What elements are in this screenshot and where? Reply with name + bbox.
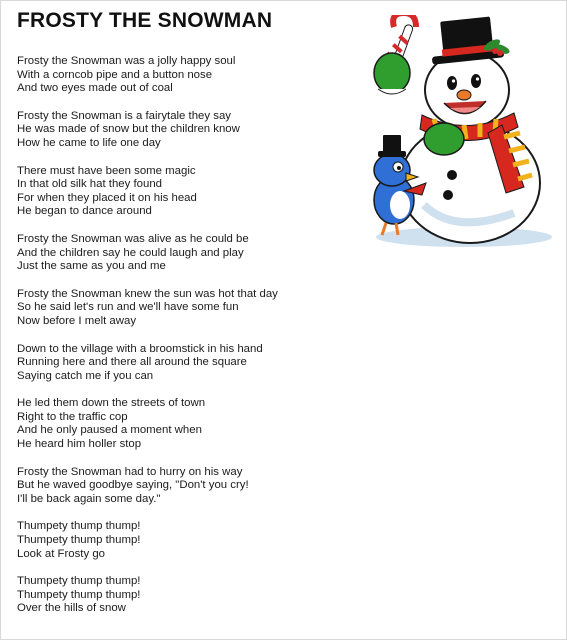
- lyric-line: In that old silk hat they found: [17, 178, 163, 191]
- lyric-line: Thumpety thump thump!: [17, 588, 141, 601]
- page-title: FROSTY THE SNOWMAN: [17, 9, 273, 32]
- lyric-line: And two eyes made out of coal: [17, 82, 173, 95]
- lyric-line: Running here and there all around the square: [17, 356, 247, 369]
- lyric-line: Down to the village with a broomstick in his hand: [17, 342, 263, 355]
- lyric-line: Frosty the Snowman was alive as he could be: [17, 232, 249, 245]
- lyric-line: Frosty the Snowman knew the sun was hot that day: [17, 287, 278, 300]
- lyric-line: Frosty the Snowman is a fairytale they say: [17, 109, 231, 122]
- lyric-line: Over the hills of snow: [17, 602, 126, 615]
- lyric-line: Just the same as you and me: [17, 260, 166, 273]
- lyric-line: Thumpety thump thump!: [17, 575, 141, 588]
- snowman-with-bird-illustration: [352, 15, 557, 250]
- lyric-line: Thumpety thump thump!: [17, 520, 141, 533]
- lyrics-body: [17, 55, 337, 630]
- lyric-line: He began to dance around: [17, 205, 152, 218]
- lyric-line: He was made of snow but the children know: [17, 123, 240, 136]
- stanza: [17, 288, 337, 329]
- lyric-line: Look at Frosty go: [17, 547, 106, 560]
- lyric-line: And he only paused a moment when: [17, 424, 202, 437]
- lyric-line: Frosty the Snowman had to hurry on his way: [17, 465, 243, 478]
- stanza: [17, 165, 337, 219]
- stanza: [17, 233, 337, 274]
- lyric-line: For when they placed it on his head: [17, 191, 197, 204]
- stanza: [17, 343, 337, 384]
- lyric-line: I'll be back again some day.": [17, 492, 161, 505]
- lyric-line: How he came to life one day: [17, 136, 161, 149]
- lyric-line: With a corncob pipe and a button nose: [17, 68, 213, 81]
- lyric-line: He heard him holler stop: [17, 438, 142, 451]
- lyric-line: Thumpety thump thump!: [17, 534, 141, 547]
- lyric-line: He led them down the streets of town: [17, 397, 206, 410]
- lyric-line: But he waved goodbye saying, "Don't you cry!: [17, 479, 249, 492]
- stanza: [17, 520, 337, 561]
- stanza: [17, 575, 337, 616]
- lyric-line: Now before I melt away: [17, 314, 137, 327]
- stanza: [17, 466, 337, 507]
- snowman-icon: [352, 15, 557, 250]
- lyric-line: Frosty the Snowman was a jolly happy soul: [17, 55, 236, 67]
- lyric-line: Saying catch me if you can: [17, 369, 154, 382]
- lyric-line: There must have been some magic: [17, 164, 196, 177]
- lyric-line: Right to the traffic cop: [17, 410, 128, 423]
- stanza: [17, 55, 337, 96]
- lyric-line: So he said let's run and we'll have some fun: [17, 301, 239, 314]
- stanza: [17, 110, 337, 151]
- lyric-line: And the children say he could laugh and play: [17, 246, 244, 259]
- stanza: [17, 397, 337, 451]
